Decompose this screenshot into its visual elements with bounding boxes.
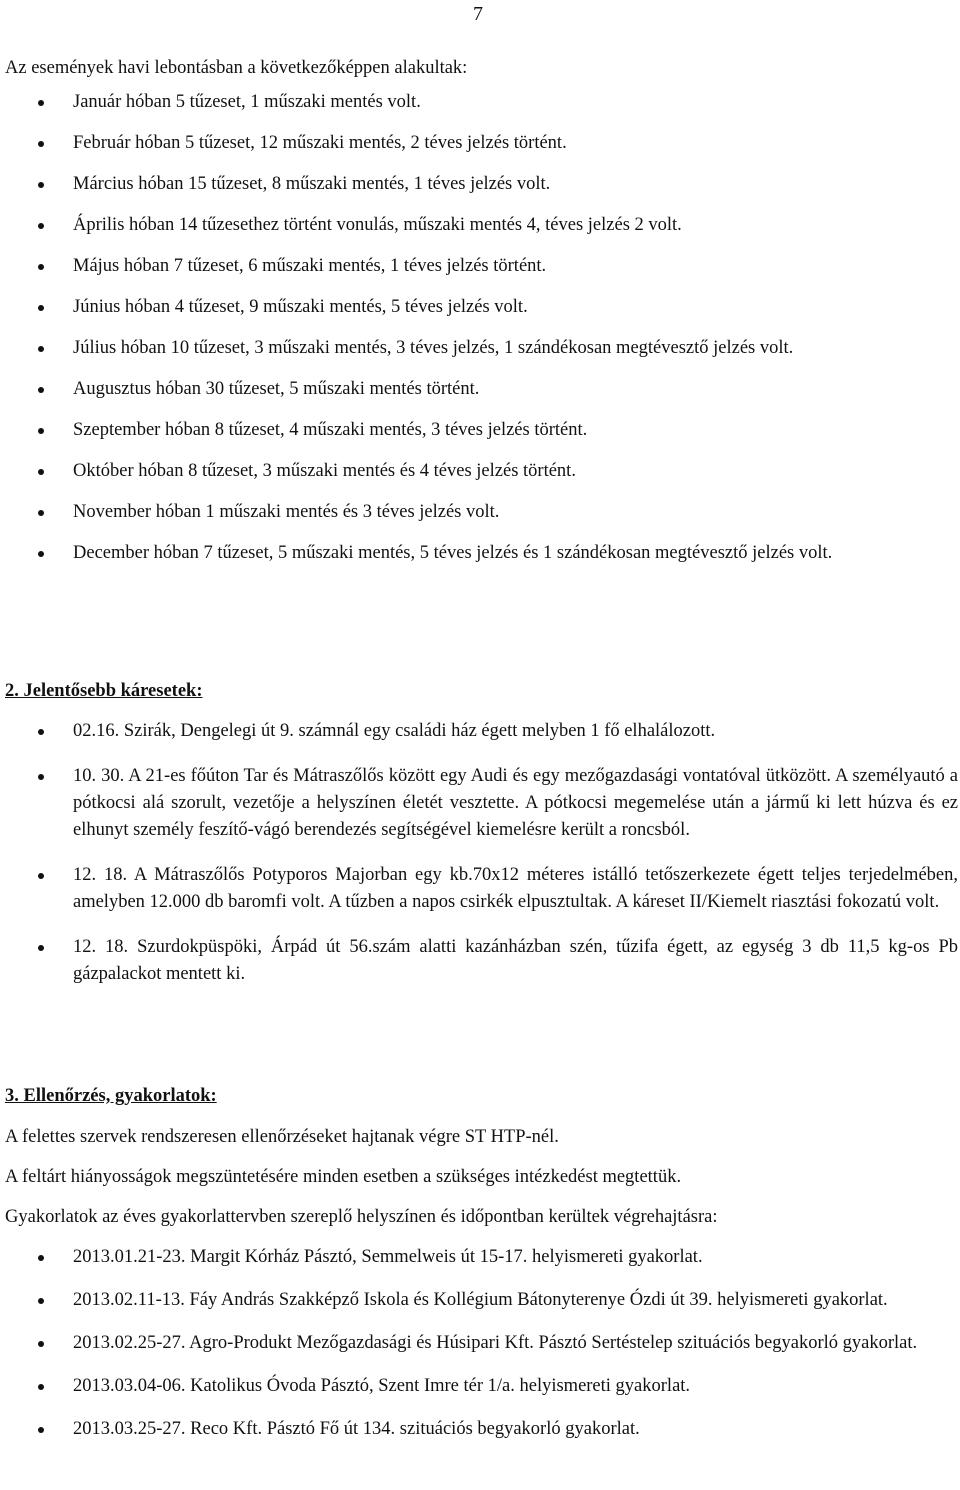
list-item: Február hóban 5 tűzeset, 12 műszaki mentés, 2 téves jelzés történt. xyxy=(5,130,958,157)
list-item: 12. 18. A Mátraszőlős Potyporos Majorban egy kb.70x12 méteres istálló tetőszerkezete égett teljes terjedelmében, amelyben 12.000 db baromfi volt. A tűzben a napos csirkék elpusztultak. A káreset II/Kiemelt riasztási fokozatú volt. xyxy=(5,862,958,916)
list-item: 12. 18. Szurdokpüspöki, Árpád út 56.szám alatti kazánházban szén, tűzifa égett, az egység 3 db 11,5 kg-os Pb gázpalackot mentett ki. xyxy=(5,934,958,988)
list-item: Augusztus hóban 30 tűzeset, 5 műszaki mentés történt. xyxy=(5,376,958,403)
list-item: Július hóban 10 tűzeset, 3 műszaki mentés, 3 téves jelzés, 1 szándékosan megtévesztő jelzés volt. xyxy=(5,335,958,362)
list-item: 10. 30. A 21-es főúton Tar és Mátraszőlős között egy Audi és egy mezőgazdasági vontatóval ütközött. A személyautó a pótkocsi alá szorult, vezetője a helyszínen életét vesztette. A pótkocsi megemelése után a jármű ki lett húzva és ez elhunyt személy feszítő-vágó berendezés segítségével kiemelésre került a roncsból. xyxy=(5,763,958,844)
section-2-heading: 2. Jelentősebb káresetek: xyxy=(5,681,203,701)
list-item: 2013.02.11-13. Fáy András Szakképző Iskola és Kollégium Bátonyterenye Ózdi út 39. helyismereti gyakorlat. xyxy=(5,1287,958,1314)
exercises-list xyxy=(5,1244,958,1443)
list-item: Január hóban 5 tűzeset, 1 műszaki mentés volt. xyxy=(5,89,958,116)
list-item: 2013.01.21-23. Margit Kórház Pásztó, Semmelweis út 15-17. helyismereti gyakorlat. xyxy=(5,1244,958,1271)
list-item: Október hóban 8 tűzeset, 3 műszaki mentés és 4 téves jelzés történt. xyxy=(5,458,958,485)
paragraph: A feltárt hiányosságok megszüntetésére minden esetben a szükséges intézkedést megtettük. xyxy=(5,1167,682,1187)
list-item: 2013.02.25-27. Agro-Produkt Mezőgazdasági és Húsipari Kft. Pásztó Sertéstelep szituációs begyakorló gyakorlat. xyxy=(5,1330,958,1357)
list-item: Június hóban 4 tűzeset, 9 műszaki mentés, 5 téves jelzés volt. xyxy=(5,294,958,321)
list-item: Április hóban 14 tűzesethez történt vonulás, műszaki mentés 4, téves jelzés 2 volt. xyxy=(5,212,958,239)
list-item: Március hóban 15 tűzeset, 8 műszaki mentés, 1 téves jelzés volt. xyxy=(5,171,958,198)
list-item: December hóban 7 tűzeset, 5 műszaki mentés, 5 téves jelzés és 1 szándékosan megtévesztő jelzés volt. xyxy=(5,540,958,567)
list-item: 2013.03.04-06. Katolikus Óvoda Pásztó, Szent Imre tér 1/a. helyismereti gyakorlat. xyxy=(5,1373,958,1400)
paragraph: A felettes szervek rendszeresen ellenőrzéseket hajtanak végre ST HTP-nél. xyxy=(5,1127,559,1147)
list-item: 2013.03.25-27. Reco Kft. Pásztó Fő út 134. szituációs begyakorló gyakorlat. xyxy=(5,1416,958,1443)
list-item: Szeptember hóban 8 tűzeset, 4 műszaki mentés, 3 téves jelzés történt. xyxy=(5,417,958,444)
list-item: Május hóban 7 tűzeset, 6 műszaki mentés, 1 téves jelzés történt. xyxy=(5,253,958,280)
intro-text: Az események havi lebontásban a következőképpen alakultak: xyxy=(5,58,468,78)
paragraph: Gyakorlatok az éves gyakorlattervben szereplő helyszínen és időpontban kerültek végrehajtásra: xyxy=(5,1207,718,1227)
section-3-heading: 3. Ellenőrzés, gyakorlatok: xyxy=(5,1086,217,1106)
incidents-list xyxy=(5,718,958,988)
list-item: 02.16. Szirák, Dengelegi út 9. számnál egy családi ház égett melyben 1 fő elhalálozott. xyxy=(5,718,958,745)
page-number: 7 xyxy=(473,3,483,25)
list-item: November hóban 1 műszaki mentés és 3 téves jelzés volt. xyxy=(5,499,958,526)
monthly-list xyxy=(5,89,958,567)
